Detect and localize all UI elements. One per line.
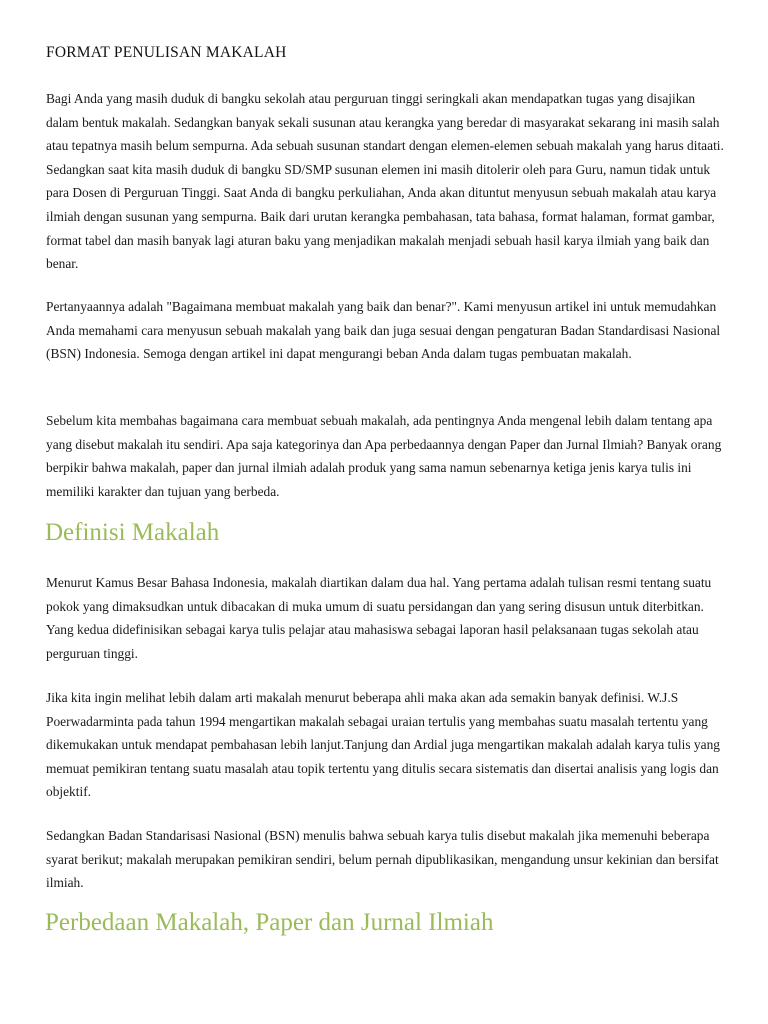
section-heading-definisi: Definisi Makalah: [45, 519, 220, 546]
definisi-paragraph-3: Sedangkan Badan Standarisasi Nasional (BSN) menulis bahwa sebuah karya tulis disebut makalah jika memenuhi beberapa syarat berikut; makalah merupakan pemikiran sendiri, belum pernah dipublikasikan, mengandung unsur kekinian dan bersifat ilmiah.: [46, 828, 719, 891]
document-title: FORMAT PENULISAN MAKALAH: [46, 44, 287, 61]
intro-paragraph-1: Bagi Anda yang masih duduk di bangku sekolah atau perguruan tinggi seringkali akan mendapatkan tugas yang disajikan dalam bentuk makalah. Sedangkan banyak sekali susunan atau kerangka yang beredar di masyarakat sekarang ini masih salah atau tepatnya masih belum sempurna. Ada sebuah susunan standart dengan elemen-elemen sebuah makalah yang harus ditaati. Sedangkan saat kita masih duduk di bangku SD/SMP susunan elemen ini masih ditolerir oleh para Guru, namun tidak untuk para Dosen di Perguruan Tinggi. Saat Anda di bangku perkuliahan, Anda akan dituntut menyusun sebuah makalah atau karya ilmiah dengan susunan yang sempurna. Baik dari urutan kerangka pembahasan, tata bahasa, format halaman, format gambar, format tabel dan masih banyak lagi aturan baku yang menjadikan makalah menjadi sebuah hasil karya ilmiah yang baik dan benar.: [46, 91, 724, 272]
intro-paragraph-2: Pertanyaannya adalah "Bagaimana membuat makalah yang baik dan benar?". Kami menyusun artikel ini untuk memudahkan Anda memahami cara menyusun sebuah makalah yang baik dan juga sesuai dengan pengaturan Badan Standardisasi Nasional (BSN) Indonesia. Semoga dengan artikel ini dapat mengurangi beban Anda dalam tugas pembuatan makalah.: [46, 299, 721, 362]
intro-paragraph-3: Sebelum kita membahas bagaimana cara membuat sebuah makalah, ada pentingnya Anda mengenal lebih dalam tentang apa yang disebut makalah itu sendiri. Apa saja kategorinya dan Apa perbedaannya dengan Paper dan Jurnal Ilmiah? Banyak orang berpikir bahwa makalah, paper dan jurnal ilmiah adalah produk yang sama namun sebenarnya ketiga jenis karya tulis ini memiliki karakter dan tujuan yang berbeda.: [46, 413, 722, 499]
section-heading-perbedaan: Perbedaan Makalah, Paper dan Jurnal Ilmiah: [45, 909, 494, 936]
definisi-paragraph-2: Jika kita ingin melihat lebih dalam arti makalah menurut beberapa ahli maka akan ada semakin banyak definisi. W.J.S Poerwadarminta pada tahun 1994 mengartikan makalah sebagai uraian tertulis yang membahas suatu masalah tertentu yang dikemukakan untuk mendapat pembahasan lebih lanjut.Tanjung dan Ardial juga mengartikan makalah adalah karya tulis yang memuat pemikiran tentang suatu masalah atau topik tertentu yang ditulis secara sistematis dan disertai analisis yang logis dan objektif.: [46, 690, 720, 800]
definisi-paragraph-1: Menurut Kamus Besar Bahasa Indonesia, makalah diartikan dalam dua hal. Yang pertama adalah tulisan resmi tentang suatu pokok yang dimaksudkan untuk dibacakan di muka umum di suatu persidangan dan yang sering disusun untuk diterbitkan. Yang kedua didefinisikan sebagai karya tulis pelajar atau mahasiswa sebagai laporan hasil pelaksanaan tugas sekolah atau perguruan tinggi.: [46, 575, 712, 661]
